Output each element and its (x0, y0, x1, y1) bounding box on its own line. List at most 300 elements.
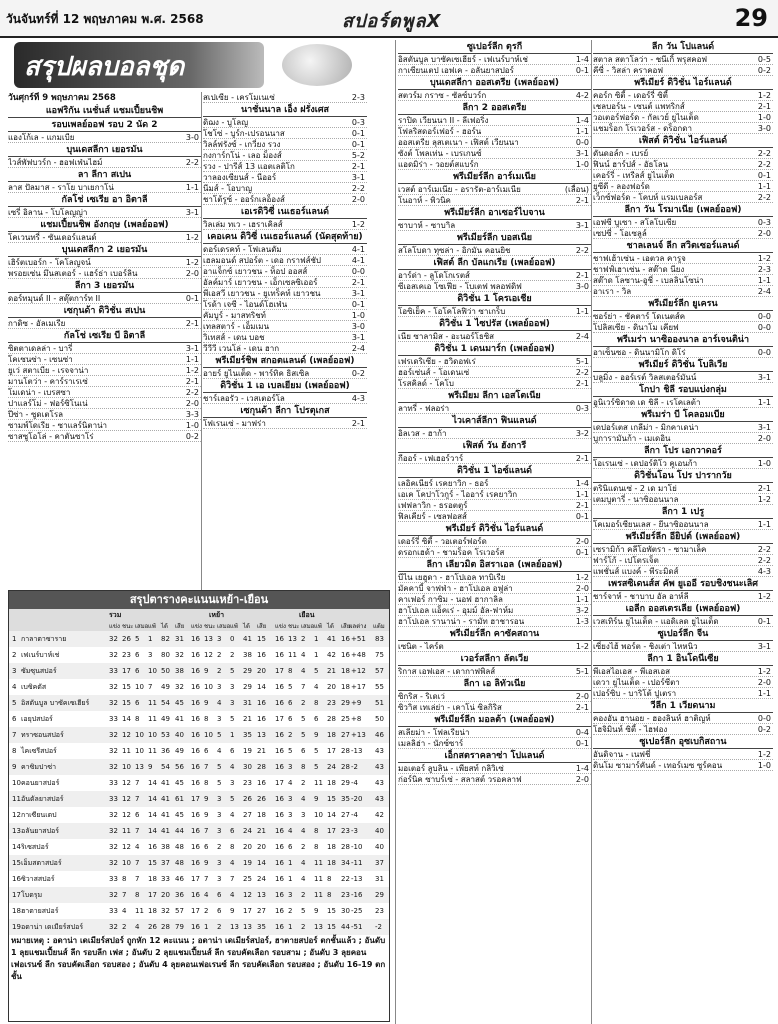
table-cell: 3 (217, 859, 222, 867)
total-group-label: รวม (109, 611, 122, 619)
table-row (9, 727, 389, 743)
match-score: 2-1 (575, 379, 589, 388)
table-cell: 17 (275, 779, 284, 787)
match-score: 3-0 (757, 124, 771, 133)
match-teams: มานโตว่า - คาร์ราเรเซ่ (8, 377, 88, 386)
table-cell: 2 (12, 651, 17, 659)
table-cell: 10 (12, 779, 21, 787)
match-teams: ดรอกเฮด้า - ชามร็อค โรเวอร์ส (398, 548, 505, 557)
table-cell: 33 (109, 795, 118, 803)
match-teams: นีมส์ - โอบาญ (203, 184, 253, 193)
match-score: 0-2 (351, 369, 365, 378)
table-cell: 4 (135, 923, 140, 931)
match-teams: มอเตอร์ ลูบลิน - เพียสท์ กลิวิเซ่ (398, 764, 504, 773)
match-teams: โมเดน่า - เบรสซา (8, 388, 71, 397)
column-header: ชนะ (122, 623, 134, 630)
table-cell: 14 (122, 715, 131, 723)
match-teams: อิลเวส - ฮาก้า (398, 429, 447, 438)
table-cell: 26 (243, 795, 252, 803)
match-result (8, 365, 201, 376)
table-cell: 3 (230, 683, 235, 691)
team-name: คอนยาสปอร์ (21, 779, 60, 787)
table-cell: 17 (191, 795, 200, 803)
table-cell: -4 (351, 779, 358, 787)
league-heading: เฟิสต์ ดิวิชั่น ไอร์แลนด์ (593, 134, 773, 148)
table-cell: 23 (122, 651, 131, 659)
table-cell: 22 (341, 875, 350, 883)
league-heading: พรีเมียร์ลีก อียิปต์ (เพลย์ออฟ) (593, 530, 773, 544)
table-cell: 17 (275, 715, 284, 723)
table-cell: 16 (275, 635, 284, 643)
table-cell: 75 (375, 651, 384, 659)
match-result (593, 433, 773, 444)
table-row (9, 887, 389, 903)
table-cell: 51 (375, 699, 384, 707)
league-heading: ลีกา 3 เยอรมัน (8, 279, 201, 293)
table-cell: 41 (161, 827, 170, 835)
column-header: แข่ง (109, 623, 120, 630)
match-score: 0-1 (575, 66, 589, 75)
match-score: 4-1 (351, 245, 365, 254)
table-cell: 27 (243, 811, 252, 819)
match-result (593, 483, 773, 494)
table-cell: 9 (314, 795, 319, 803)
match-teams: วาลองเซียนส์ - นีออร์ (203, 173, 277, 182)
match-score: 2-0 (575, 692, 589, 701)
table-cell: 5 (301, 907, 306, 915)
match-score: 0-3 (757, 218, 771, 227)
match-result (203, 332, 367, 343)
match-result (8, 207, 201, 218)
table-cell: 4 (135, 843, 140, 851)
table-cell: 55 (375, 683, 384, 691)
match-result (398, 774, 591, 785)
table-cell: 16 (191, 859, 200, 867)
match-score: 2-4 (757, 287, 771, 296)
match-teams: ซิกริส - ริเดเว่ (398, 692, 445, 701)
table-cell: 41 (161, 811, 170, 819)
table-cell: 45 (175, 699, 184, 707)
table-cell: 28 (327, 715, 336, 723)
match-teams: ยูซีดี - ลองฟอร์ด (593, 182, 650, 191)
match-score: 1-2 (757, 592, 771, 601)
table-cell: 9 (204, 699, 209, 707)
team-name: กาเซียนเตป (21, 811, 57, 819)
table-cell: 37 (161, 859, 170, 867)
match-teams: ดอร์ทมุนด์ II - สตุ๊ตการ์ท II (8, 294, 101, 303)
table-cell: 0 (230, 635, 235, 643)
match-score: 0-1 (351, 129, 365, 138)
match-result (203, 244, 367, 255)
table-cell: 12 (204, 651, 213, 659)
table-cell: 8 (230, 843, 235, 851)
table-cell: 12 (243, 891, 252, 899)
match-teams: เนีย ซาลามิส - อะนอร์โธซิส (398, 332, 495, 341)
table-cell: 49 (161, 683, 170, 691)
table-cell: 41 (175, 715, 184, 723)
results-column-4 (593, 40, 773, 1022)
table-row (9, 919, 389, 935)
table-cell: 2 (217, 667, 222, 675)
match-teams: สตาล สตาโลว่า - ชนีเกิ้ พรุสคอฟ (593, 55, 708, 64)
match-teams: ฟิลเคียร์ - เซลฟอสส์ (398, 512, 467, 521)
table-cell: 4 (301, 795, 306, 803)
table-cell: 17 (275, 667, 284, 675)
table-cell: +51 (351, 635, 366, 643)
match-teams: ราปิด เวียนนา II - ลีเฟอริ่ง (398, 116, 489, 125)
table-cell: 6 (301, 747, 306, 755)
table-cell: +48 (351, 651, 366, 659)
match-teams: สโลโบดา ทุซล่า - อิกมัน คอนยิช (398, 246, 511, 255)
match-result (398, 428, 591, 439)
match-score: 1-1 (757, 689, 771, 698)
match-score: 0-2 (185, 432, 199, 441)
match-result (8, 268, 201, 279)
match-score: 3-2 (575, 606, 589, 615)
table-cell: 24 (257, 875, 266, 883)
table-cell: 6 (217, 907, 222, 915)
match-result (203, 255, 367, 266)
match-score: 1-2 (757, 495, 771, 504)
match-score: 1-1 (575, 595, 589, 604)
column-header: เสมอ (135, 623, 149, 630)
away-group-label: เยือน (299, 611, 315, 619)
table-cell: 17 (148, 891, 157, 899)
league-heading: พรีเมร่า บี โคลอมเบีย (593, 408, 773, 422)
match-teams: ลาทรี่ - ฟลอร่า (398, 404, 450, 413)
table-cell: 2 (301, 891, 306, 899)
table-cell: 45 (175, 811, 184, 819)
table-cell: 6 (314, 715, 319, 723)
table-cell: 16 (275, 827, 284, 835)
table-cell: +8 (351, 715, 362, 723)
table-cell: 18 (257, 811, 266, 819)
table-cell: 18 (148, 875, 157, 883)
table-cell: 15 (12, 859, 21, 867)
table-cell: 10 (122, 859, 131, 867)
table-cell: 5 (314, 747, 319, 755)
column-header: ได้ (161, 623, 168, 630)
table-cell: 17 (191, 875, 200, 883)
table-cell: 43 (375, 795, 384, 803)
results-column-2 (203, 92, 367, 585)
table-cell: 9 (204, 859, 209, 867)
match-score: 2-3 (757, 265, 771, 274)
match-result (398, 159, 591, 170)
column-header: เสมอ (217, 623, 231, 630)
table-cell: 2 (217, 651, 222, 659)
match-result (593, 112, 773, 123)
match-teams: วอเตอร์ฟอร์ด - กัลเวย์ ยูไนเต็ด (593, 113, 699, 122)
table-cell: 11 (314, 859, 323, 867)
table-cell: 7 (135, 827, 140, 835)
column-header: ได้ (243, 623, 250, 630)
table-cell: 27 (257, 907, 266, 915)
match-teams: ปาแลร์โม่ - ฟอร์ซิโนเน่ (8, 399, 88, 408)
league-heading: เพรสซิเดนส์ส คัพ ยูเออี รอบชิงชนะเลิศ (593, 577, 773, 591)
match-score: 4-3 (351, 394, 365, 403)
table-cell: 28 (341, 763, 350, 771)
league-heading: ดิวิชั่น 1 เอ เบลเยียม (เพลย์ออฟ) (203, 379, 367, 393)
league-heading: พรีเมียร์ลีก มอลต้า (เพลย์ออฟ) (398, 713, 591, 727)
match-teams: ซีเอสเคเอ โซเฟีย - โบเตฟ พลอฟดิฟ (398, 282, 522, 291)
table-cell: 12 (122, 811, 131, 819)
match-teams: โอเรนเซ่ - เดปอร์ติโว คูเอนก้า (593, 459, 698, 468)
match-teams: อาร์ด่า - ลูโดโกเรตส์ (398, 271, 470, 280)
team-name: ซัมซุนสปอร์ (21, 667, 57, 675)
table-cell: 18 (341, 667, 350, 675)
match-result (203, 92, 367, 103)
match-teams: ฮาโปเอล รานาน่า - รามัท ฮาชารอน (398, 617, 525, 626)
match-teams: แองโก้เล - แกมเบีย (8, 133, 75, 142)
table-cell: 3 (288, 763, 293, 771)
league-heading: พรีเมียร์ ดิวิชั่น โบลิเวีย (593, 358, 773, 372)
match-teams: คาเฟอร์ กาซิม - นอฟ ฮากาลิล (398, 595, 503, 604)
table-cell: 13 (257, 731, 266, 739)
match-teams: ซาสซูโอโล่ - คาตันซาโร่ (8, 432, 94, 441)
match-teams: ซิตตาเดลล่า - บารี่ (8, 344, 73, 353)
match-score: 1-0 (351, 311, 365, 320)
match-teams: โฟลริสดอร์เฟอร์ - ฮอร์น (398, 127, 482, 136)
table-cell: 13 (135, 763, 144, 771)
table-row (9, 759, 389, 775)
match-result (8, 398, 201, 409)
table-cell: 16 (191, 635, 200, 643)
table-cell: 25 (341, 715, 350, 723)
match-result (593, 65, 773, 76)
match-result (593, 217, 773, 228)
table-cell: 5 (217, 779, 222, 787)
table-cell: 2 (230, 651, 235, 659)
match-result (593, 616, 773, 627)
match-result (398, 605, 591, 616)
match-result (398, 666, 591, 677)
match-score: 3-1 (185, 344, 199, 353)
table-cell: 9 (204, 795, 209, 803)
match-result (8, 293, 201, 304)
column-header: แพ้ (148, 623, 156, 630)
table-cell: +13 (351, 731, 366, 739)
match-teams: เซรามิก้า คลีโอพัตรา - ซามาเล็ค (593, 545, 707, 554)
table-cell: -25 (351, 907, 363, 915)
match-teams: อูนิเวร์ซิดาด เด ชิลี - เรโคเลต้า (593, 398, 701, 407)
table-cell: 10 (135, 747, 144, 755)
table-row (9, 791, 389, 807)
match-teams: ซอร์ย่า - ชัคตาร์ โดเนตส์ค (593, 312, 686, 321)
match-result (593, 159, 773, 170)
league-heading: เคอเคน ดิวิซี่ เนเธอร์แลนด์ (นัดสุดท้าย) (203, 230, 367, 244)
table-cell: 5 (230, 795, 235, 803)
league-heading: เซกุนด้า ดิวิชั่น สเปน (8, 304, 201, 318)
match-score: 1-2 (351, 220, 365, 229)
match-result (8, 431, 201, 442)
table-cell: 32 (109, 683, 118, 691)
table-cell: +17 (351, 683, 366, 691)
table-cell: 5 (217, 731, 222, 739)
table-cell: 10 (122, 763, 131, 771)
table-cell: 30 (243, 763, 252, 771)
match-result (8, 182, 201, 193)
table-cell: 32 (109, 811, 118, 819)
match-result (398, 763, 591, 774)
match-result (203, 128, 367, 139)
table-cell: 6 (288, 715, 293, 723)
match-result (203, 393, 367, 404)
match-score: 0-2 (757, 725, 771, 734)
match-result (398, 738, 591, 749)
table-cell: 3 (217, 811, 222, 819)
table-cell: 10 (135, 683, 144, 691)
table-cell: 44 (341, 923, 350, 931)
table-cell: 8 (314, 699, 319, 707)
table-cell: 32 (109, 747, 118, 755)
match-result (593, 322, 773, 333)
table-cell: 2 (217, 923, 222, 931)
table-cell: +9 (351, 699, 362, 707)
match-teams: ชาร์จาห์ - ชาบาบ อัล อาห์ลี (593, 592, 689, 601)
table-cell: 11 (122, 747, 131, 755)
match-score: 2-1 (351, 162, 365, 171)
match-teams: กงการ์กโน่ - เลอ ม็องส์ (203, 151, 282, 160)
match-result (593, 724, 773, 735)
match-teams: คองอัน ฮานอย - ฮองลินห์ ฮาติญห์ (593, 714, 711, 723)
table-cell: 29 (243, 683, 252, 691)
match-teams: โนอาห์ - พิวนิค (398, 196, 451, 205)
match-score: 3-1 (575, 221, 589, 230)
team-name: เบซิคตัส (21, 683, 47, 691)
match-result (593, 566, 773, 577)
match-teams: เซปซี่ - โอเซลูล์ (593, 229, 647, 238)
match-teams: ฟินน์ ฮาร์ปส์ - อัธโลน (593, 160, 669, 169)
table-cell: 3 (217, 635, 222, 643)
match-score: 1-0 (757, 459, 771, 468)
table-cell: 2 (301, 923, 306, 931)
table-cell: 5 (301, 731, 306, 739)
match-result (398, 641, 591, 652)
table-cell: 45 (175, 779, 184, 787)
match-score: 1-4 (575, 764, 589, 773)
match-result (203, 368, 367, 379)
table-cell: 35 (257, 923, 266, 931)
table-cell: 41 (161, 779, 170, 787)
match-result (398, 184, 591, 195)
table-cell: 28 (161, 923, 170, 931)
match-score: 2-1 (575, 196, 589, 205)
match-teams: คัมบูร์ - มาสทริชท์ (203, 311, 266, 320)
table-cell: 32 (109, 763, 118, 771)
table-cell: 3 (288, 795, 293, 803)
match-result (398, 270, 591, 281)
table-cell: 46 (375, 731, 384, 739)
table-cell: 16 (191, 747, 200, 755)
match-result (203, 161, 367, 172)
match-score: (เลื่อน) (564, 185, 589, 194)
table-cell: 32 (175, 651, 184, 659)
match-teams: ชาร์เลอรัว - เวสเตอร์โล (203, 394, 285, 403)
match-teams: มัคคาบี้ จาฟฟ่า - ฮาโปเอล อฟูล่า (398, 584, 513, 593)
table-cell: -2 (351, 763, 358, 771)
match-score: 2-0 (575, 775, 589, 784)
match-score: 1-1 (185, 355, 199, 364)
table-cell: 16 (275, 891, 284, 899)
newspaper-logo: สปอร์ตพูลX (342, 11, 442, 32)
table-cell: 35 (243, 731, 252, 739)
table-cell: 40 (175, 731, 184, 739)
match-teams: ริกาส เอฟเอส - เดากาฟพิลส์ (398, 667, 496, 676)
match-teams: ฮาโปเอล แอ็คเร่ - อุมม์ อัล-ฟาห์ม (398, 606, 514, 615)
table-row (9, 855, 389, 871)
table-row (9, 871, 389, 887)
league-heading: วีลีก 1 เวียดนาม (593, 699, 773, 713)
table-cell: 31 (175, 635, 184, 643)
table-cell: 14 (327, 811, 336, 819)
match-score: 2-2 (757, 160, 771, 169)
match-result (398, 594, 591, 605)
table-cell: 13 (288, 635, 297, 643)
table-row (9, 823, 389, 839)
table-cell: 11 (148, 747, 157, 755)
match-result (398, 331, 591, 342)
table-cell: 26 (122, 635, 131, 643)
match-teams: ดันดอล์ก - เบรย์ (593, 149, 649, 158)
match-teams: ไวส์พัฟบวร์ก - ฮอฟเฟ่นไฮม์ (8, 158, 103, 167)
table-cell: 17 (327, 827, 336, 835)
match-result (593, 372, 773, 383)
match-result (398, 195, 591, 206)
match-date: วันศุกร์ที่ 9 พฤษภาคม 2568 (8, 93, 116, 103)
match-result (593, 123, 773, 134)
table-cell: 6 (230, 827, 235, 835)
match-result (398, 489, 591, 500)
match-result (593, 591, 773, 602)
page-number: 29 (734, 4, 768, 32)
table-cell: 4 (301, 875, 306, 883)
table-cell: 1 (12, 635, 17, 643)
table-cell: 41 (327, 635, 336, 643)
match-score: 0-3 (575, 404, 589, 413)
match-score: 3-1 (575, 149, 589, 158)
match-score: 0-1 (757, 617, 771, 626)
league-heading: บุนเดสลีกา ออสเตรีย (เพลย์ออฟ) (398, 76, 591, 90)
table-cell: 6 (12, 715, 17, 723)
match-score: 2-0 (757, 229, 771, 238)
table-cell: 13 (257, 891, 266, 899)
table-row (9, 903, 389, 919)
table-cell: 4 (230, 891, 235, 899)
match-score: 0-1 (351, 300, 365, 309)
table-cell: 16 (257, 699, 266, 707)
table-cell: 3 (301, 811, 306, 819)
match-result (203, 183, 367, 194)
match-teams: โคเซนซ่า - เซนซ่า (8, 355, 73, 364)
table-cell: 23 (327, 699, 336, 707)
points-label: แต้ม (373, 623, 385, 630)
team-name: เอ็มสตาสปอร์ (21, 859, 62, 867)
league-heading: ดิวิชั่น 1 ไซปรัส (เพลย์ออฟ) (398, 317, 591, 331)
match-teams: แอดมิร่า - วอยต์สแบร์ก (398, 160, 479, 169)
league-heading: พรีเมียร์ลีก คาซัคสถาน (398, 627, 591, 641)
table-cell: 49 (175, 747, 184, 755)
table-cell: 19 (12, 923, 21, 931)
table-cell: 7 (230, 875, 235, 883)
match-teams: เมลลิฮ่า - นักซ์ซาร์ (398, 739, 464, 748)
league-heading: ซูเปอร์ลีก จีน (593, 627, 773, 641)
match-teams: กีออร์ - เฟเฮอร์วาร์ (398, 454, 464, 463)
table-cell: 23 (341, 827, 350, 835)
match-score: 1-1 (575, 307, 589, 316)
table-cell: 23 (375, 907, 384, 915)
table-cell: 50 (161, 667, 170, 675)
